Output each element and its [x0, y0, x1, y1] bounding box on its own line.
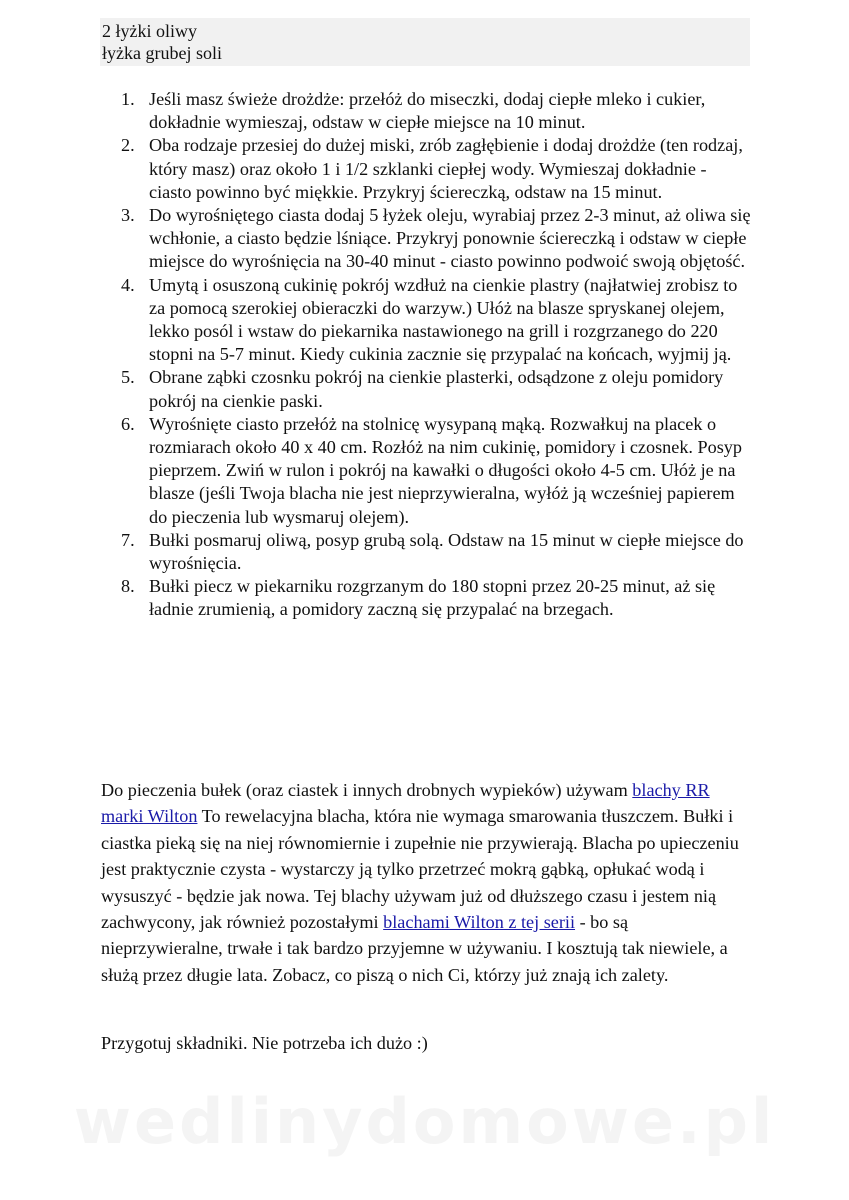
ingredients-list: [100, 18, 750, 66]
step-text: Jeśli masz świeże drożdże: przełóż do miseczki, dodaj ciepłe mleko i cukier, dokładnie wymieszaj, odstaw w ciepłe miejsce na 10 minut.: [149, 89, 706, 133]
step-number: 8.: [121, 576, 135, 597]
step-text: Bułki piecz w piekarniku rozgrzanym do 180 stopni przez 20-25 minut, aż się ładnie zrumienią, a pomidory zaczną się przypalać na brzegach.: [149, 576, 716, 620]
step-item: [105, 575, 753, 621]
site-watermark: wedlinydomowe.pl: [73, 1085, 776, 1158]
paragraph-text: To rewelacyjna blacha, która nie wymaga smarowania tłuszczem. Bułki i ciastka pieką się na niej równomiernie i zupełnie nie przywierają. Blacha po upieczeniu jest praktycznie czysta - wystarczy ją tylko przetrzeć mokrą gąbką, opłukać wodą i wysuszyć - będzie jak nowa. Tej blachy używam już od dłuższego czasu i jestem nią zachwycony, jak również pozostałymi: [101, 806, 739, 933]
step-number: 2.: [121, 135, 135, 156]
step-item: [105, 204, 753, 274]
step-item: [105, 88, 753, 134]
step-number: 5.: [121, 367, 135, 388]
ingredient-item: łyżka grubej soli: [102, 43, 222, 63]
step-text: Wyrośnięte ciasto przełóż na stolnicę wysypaną mąką. Rozwałkuj na placek o rozmiarach około 40 x 40 cm. Rozłóż na nim cukinię, pomidory i czosnek. Posyp pieprzem. Zwiń w rulon i pokrój na kawałki o długości około 4-5 cm. Ułóż je na blasze (jeśli Twoja blacha nie jest nieprzywieralna, wyłóż ją wcześniej papierem do pieczenia lub wysmaruj olejem).: [149, 413, 742, 527]
step-number: 1.: [121, 89, 135, 109]
step-number: 7.: [121, 529, 135, 550]
step-number: 3.: [121, 205, 135, 226]
step-number: 4.: [121, 274, 135, 295]
step-item: [105, 413, 753, 529]
wilton-series-link[interactable]: blachami Wilton z tej serii: [383, 912, 576, 933]
step-text: Obrane ząbki czosnku pokrój na cienkie plasterki, odsądzone z oleju pomidory pokrój na cienkie paski.: [149, 367, 724, 411]
step-item: [105, 134, 753, 204]
baking-tray-paragraph: [101, 777, 751, 988]
step-text: Bułki posmaruj oliwą, posyp grubą solą. Odstaw na 15 minut w ciepłe miejsce do wyrośnięcia.: [149, 529, 744, 574]
paragraph-text: Do pieczenia bułek (oraz ciastek i innych drobnych wypieków) używam: [101, 780, 633, 800]
wilton-tray-link[interactable]: blachy RR marki Wilton: [101, 780, 710, 827]
step-text: Oba rodzaje przesiej do dużej miski, zrób zagłębienie i dodaj drożdże (ten rodzaj, który masz) oraz około 1 i 1/2 szklanki ciepłej wody. Wymieszaj dokładnie - ciasto powinno być miękkie. Przykryj ściereczką, odstaw na 15 minut.: [149, 135, 743, 202]
step-item: [105, 529, 753, 575]
step-item: [105, 366, 753, 412]
step-item: [105, 274, 753, 367]
step-text: Umytą i osuszoną cukinię pokrój wzdłuż na cienkie plastry (najłatwiej zrobisz to za pomocą szerokiej obieraczki do warzyw.) Ułóż na blasze spryskanej olejem, lekko posól i wstaw do piekarnika nastawionego na grill i rozgrzanego do 220 stopni na 5-7 minut. Kiedy cukinia zacznie się przypalać na końcach, wyjmij ją.: [149, 274, 738, 365]
ingredient-item: 2 łyżki oliwy: [102, 21, 197, 41]
prepare-ingredients-paragraph: Przygotuj składniki. Nie potrzeba ich dużo :): [101, 1033, 428, 1053]
recipe-steps: [105, 88, 753, 622]
paragraph-text: - bo są nieprzywieralne, trwałe i tak bardzo przyjemne w używaniu. I kosztują tak niewiele, a służą przez długie lata. Zobacz, co piszą o nich Ci, którzy już znają ich zalety.: [101, 912, 728, 985]
step-text: Do wyrośniętego ciasta dodaj 5 łyżek oleju, wyrabiaj przez 2-3 minut, aż oliwa się wchłonie, a ciasto będzie lśniące. Przykryj ponownie ściereczką i odstaw w ciepłe miejsce do wyrośnięcia na 30-40 minut - ciasto powinno podwoić swoją objętość.: [149, 205, 751, 272]
step-number: 6.: [121, 413, 135, 434]
